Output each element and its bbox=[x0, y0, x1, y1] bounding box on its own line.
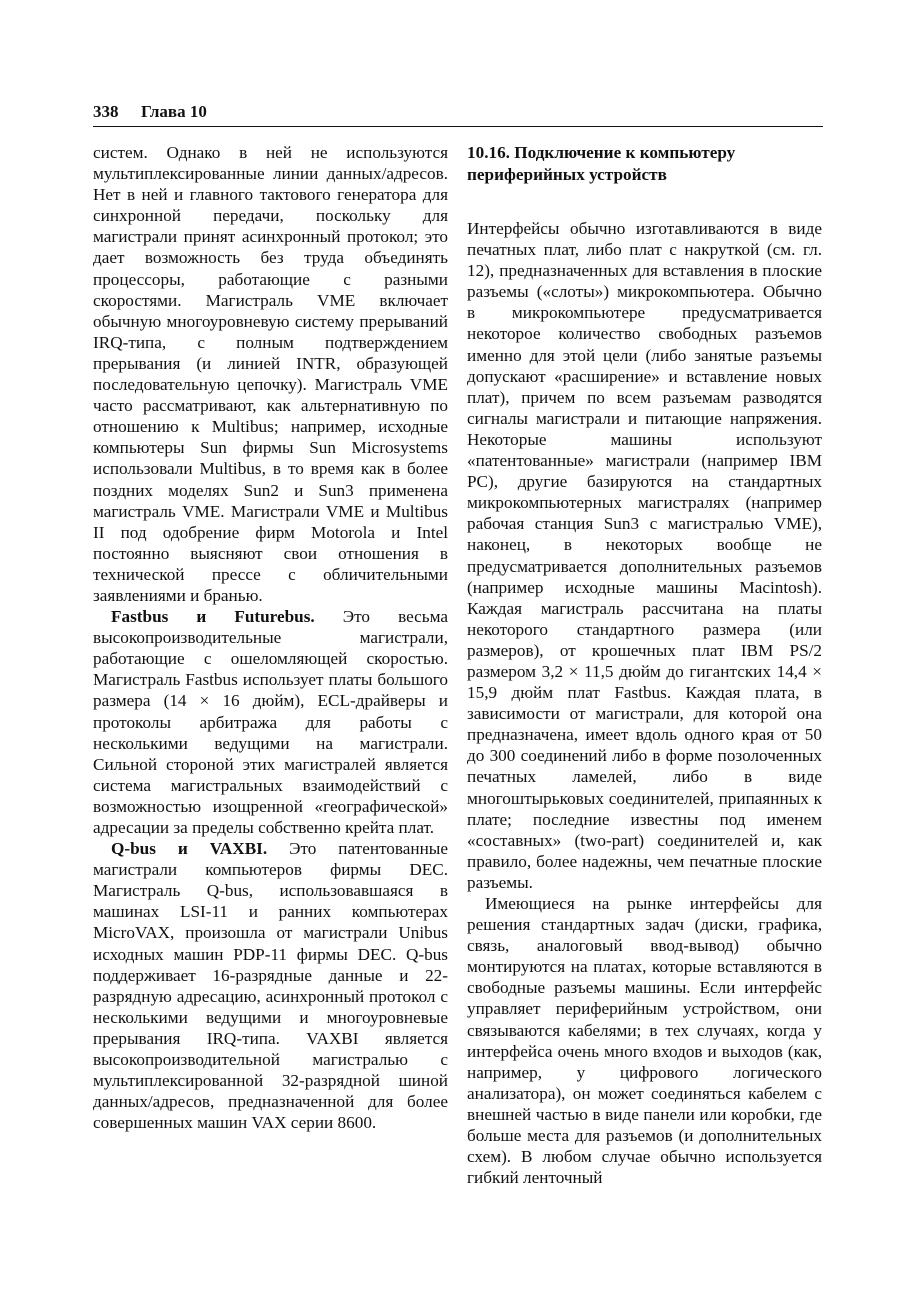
paragraph-fastbus-text: Это весьма высокопроизводительные магистрали, работающие с ошеломляющей скоростью. Магистраль Fastbus использует платы большого размера (14 × 16 дюйм), ECL-драйверы и протоколы арбитража для работы с несколькими ведущими на магистрали. Сильной стороной этих магистралей является система магистральных взаимодействий с возможностью изощренной «географической» адресации за пределы собственно крейта плат. bbox=[93, 607, 449, 837]
paragraph-fastbus bbox=[93, 606, 448, 838]
run-in-heading-fastbus: Fastbus и Futurebus. bbox=[111, 607, 315, 627]
paragraph-qbus bbox=[93, 838, 448, 1133]
paragraph-vme: систем. Однако в ней не используются мультиплексированные линии данных/адресов. Нет в ней и главного тактового генератора для синхронной передачи, поскольку для магистрали принят асинхронный протокол; это дает возможность без труда объединять процессоры, работающие с разными скоростями. Магистраль VME включает обычную многоуровневую систему прерываний IRQ-типа, с полным подтверждением прерывания (и линией INTR, образующей последовательную цепочку). Магистраль VME часто рассматривают, как альтернативную по отношению к Multibus; например, исходные компьютеры Sun фирмы Sun Microsystems использовали Multibus, в то время как в более поздних моделях Sun2 и Sun3 применена магистраль VME. Магистрали VME и Multibus II под одобрение фирм Motorola и Intel постоянно выясняют свои отношения в технической прессе с обличительными заявлениями и бранью. bbox=[93, 143, 448, 605]
run-in-heading-qbus: Q-bus и VAXBI. bbox=[111, 839, 268, 859]
section-heading: 10.16. Подключение к компьютеру периферийных устройств bbox=[467, 143, 736, 184]
chapter-title: Глава 10 bbox=[141, 102, 207, 121]
right-column bbox=[467, 142, 822, 1188]
paragraph-interfaces: Интерфейсы обычно изготавливаются в виде печатных плат, либо плат с накруткой (см. гл. 12), предназначенных для вставления в плоские разъемы («слоты») микрокомпьютера. Обычно в микрокомпьютере предусматривается некоторое количество свободных разъемов именно для этой цели (либо занятые разъемы допускают «расширение» и вставление новых плат), причем по всем разъемам разводятся сигналы магистрали и питающие напряжения. Некоторые машины используют «патентованные» магистрали (например IBM PC), другие базируются на стандартных микрокомпьютерных магистралях (например рабочая станция Sun3 с магистралью VME), наконец, в некоторых вообще не предусматривается дополнительных разъемов (например исходные машины Macintosh). Каждая магистраль рассчитана на платы некоторого стандартного размера (или размеров), от крошечных плат IBM PS/2 размером 3,2 × 11,5 дюйм до гигантских 14,4 × 15,9 дюйм плат Fastbus. Каждая плата, в зависимости от магистрали, для которой она предназначена, имеет вдоль одного края от 50 до 300 соединений либо в форме позолоченных печатных ламелей, либо в виде многоштырьковых соединителей, припаянных к плате; последние известны под именем «составных» (two-part) соединителей и, как правило, более надежны, чем печатные плоские разъемы. bbox=[467, 219, 822, 892]
page-header bbox=[93, 98, 823, 127]
left-column bbox=[93, 142, 448, 1133]
paragraph-qbus-text: Это патентованные магистрали компьютеров фирмы DEC. Магистраль Q-bus, использовавшаяся в машинах LSI-11 и ранних компьютерах MicroVAX, произошла от магистрали Unibus исходных машин PDP-11 фирмы DEC. Q-bus поддерживает 16-разрядные данные и 22-разрядную адресацию, асинхронный протокол с несколькими ведущими и многоуровневые прерывания IRQ-типа. VAXBI является высокопроизводительной магистралью с мультиплексированной 32-разрядной шиной данных/адресов, предназначенной для более совершенных машин VAX серии 8600. bbox=[93, 839, 448, 1133]
paragraph-market-interfaces: Имеющиеся на рынке интерфейсы для решения стандартных задач (диски, графика, связь, аналоговый ввод-вывод) обычно монтируются на платах, которые вставляются в свободные разъемы машины. Если интерфейс управляет периферийным устройством, они связываются кабелями; в тех случаях, когда у интерфейса очень много входов и выходов (как, например, у цифрового логического анализатора), он может соединяться кабелем с внешней частью в виде панели или коробки, где больше места для разъемов (и дополнительных схем). В любом случае обычно используется гибкий ленточный bbox=[467, 894, 822, 1188]
page-number: 338 bbox=[93, 102, 119, 121]
